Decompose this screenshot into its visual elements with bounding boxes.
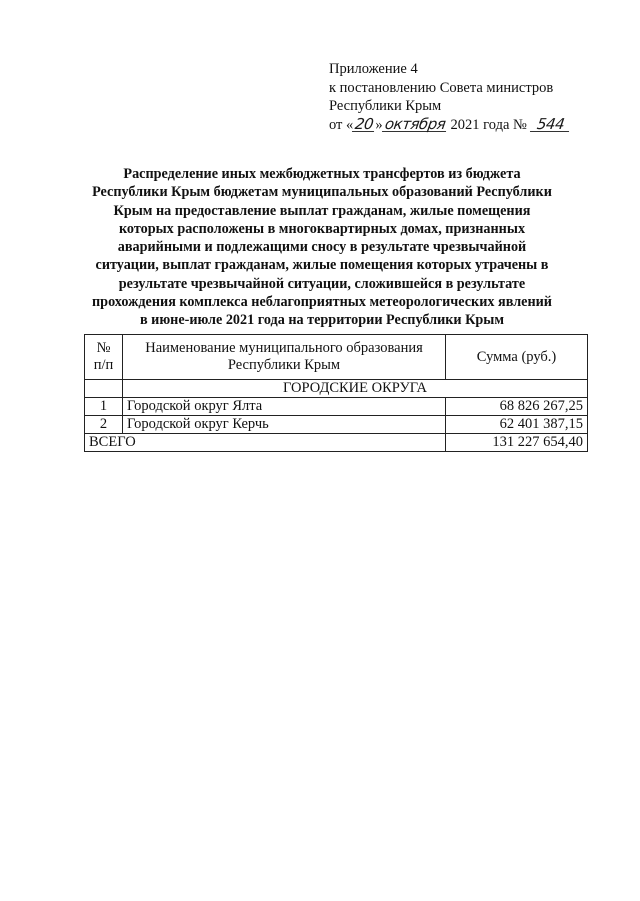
handwritten-month: октября	[383, 114, 447, 133]
row-name: Городской округ Керчь	[123, 416, 446, 434]
row-num: 1	[85, 398, 123, 416]
distribution-table	[84, 334, 588, 452]
date-prefix: от «	[329, 116, 354, 133]
group-label: ГОРОДСКИЕ ОКРУГА	[123, 380, 588, 398]
header-name: Наименование муниципального образования Республики Крым	[123, 335, 446, 380]
total-label: ВСЕГО	[85, 434, 446, 452]
row-name: Городской округ Ялта	[123, 398, 446, 416]
header-num: № п/п	[85, 335, 123, 380]
date-year-text: 2021 года №	[450, 116, 527, 133]
handwritten-doc-number: 544	[529, 117, 570, 132]
header-date-line	[329, 116, 609, 135]
table-row	[85, 398, 588, 416]
header-republic: Республики Крым	[329, 98, 442, 114]
document-title: Распределение иных межбюджетных трансфертов из бюджета Республики Крым бюджетам муниципальных образований Республики Крым на предоставление выплат гражданам, жилые помещения которых расположены в многоквартирных домах, признанных аварийными и подлежащими сносу в результате чрезвычайной ситуации, выплат гражданам, жилые помещения которых утрачены в результате чрезвычайной ситуации, сложившейся в результате прохождения комплекса неблагоприятных метеорологических явлений в июне-июле 2021 года на территории Республики Крым	[92, 166, 552, 329]
header-appendix: Приложение 4	[329, 61, 418, 77]
total-sum: 131 227 654,40	[446, 434, 588, 452]
document-header	[329, 60, 609, 134]
row-sum: 68 826 267,25	[446, 398, 588, 416]
group-row	[85, 380, 588, 398]
table-row	[85, 416, 588, 434]
table-header-row	[85, 335, 588, 380]
row-sum: 62 401 387,15	[446, 416, 588, 434]
handwritten-day: 20	[354, 114, 375, 133]
row-num: 2	[85, 416, 123, 434]
group-empty-cell	[85, 380, 123, 398]
total-row	[85, 434, 588, 452]
header-resolution: к постановлению Совета министров	[329, 79, 554, 96]
header-sum: Сумма (руб.)	[446, 335, 588, 380]
date-mid: »	[375, 116, 383, 133]
